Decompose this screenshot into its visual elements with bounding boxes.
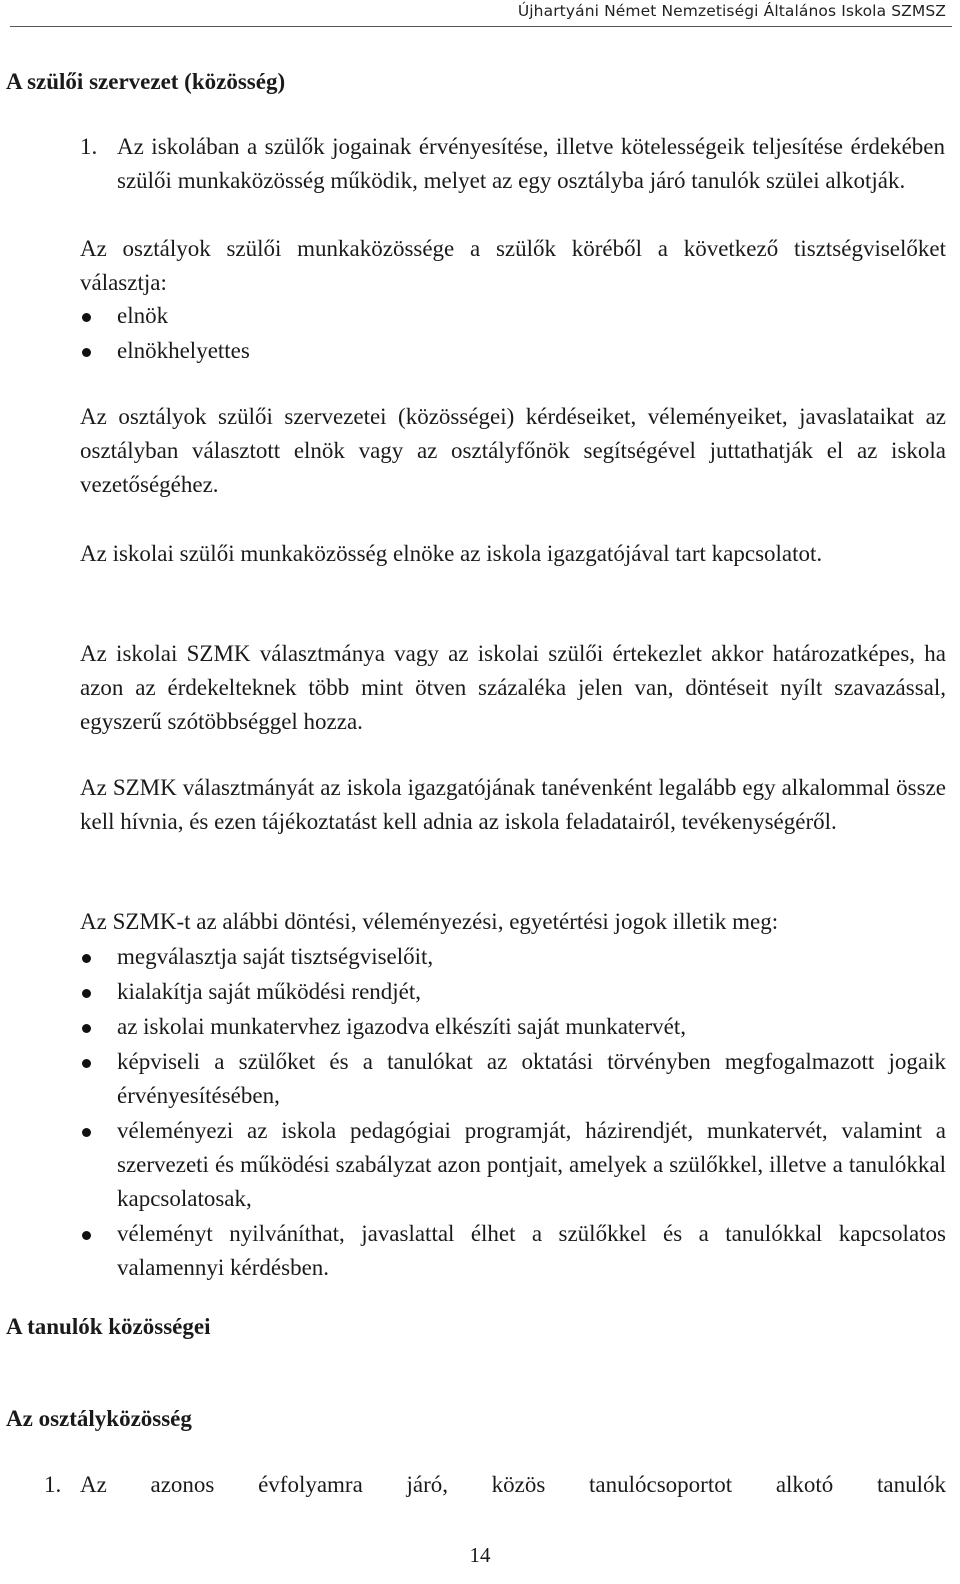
section-heading-class-community: Az osztályközösség: [6, 1406, 192, 1431]
paragraph-questions: Az osztályok szülői szervezetei (közösségei) kérdéseiket, véleményeiket, javaslataikat az osztályban választott elnök vagy az osztályfőnök segítségével juttathatják el az iskola vezetőségéhez.: [80, 404, 946, 497]
bullet-icon: [82, 1128, 91, 1137]
paragraph-quorum: Az iskolai SZMK választmánya vagy az iskolai szülői értekezlet akkor határozatképes, ha azon az érdekelteknek több mint ötven százaléka jelen van, döntéseit nyílt szavazással, egyszerű szótöbbséggel hozza.: [80, 641, 946, 734]
list-item: képviseli a szülőket és a tanulókat az oktatási törvényben megfogalmazott jogaik érvényesítésében,: [80, 1045, 946, 1113]
paragraph-class-community: Az azonos évfolyamra járó, közös tanulócsoportot alkotó tanulók: [80, 1472, 946, 1497]
bullet-icon: [82, 348, 91, 357]
bullet-icon: [82, 989, 91, 998]
list-number: 1.: [80, 134, 98, 159]
rights-list: [80, 940, 946, 1286]
section-heading-parent-organization: A szülői szervezet (közösség): [6, 69, 286, 94]
paragraph-meeting: Az SZMK választmányát az iskola igazgatójának tanévenként legalább egy alkalommal össze kell hívnia, és ezen tájékoztatást kell adnia az iskola feladatairól, tevékenységéről.: [80, 775, 946, 834]
paragraph-parent-rights: Az iskolában a szülők jogainak érvényesítése, illetve kötelességeik teljesítése érdekében szülői munkaközösség működik, melyet az egy osztályba járó tanulók szülei alkotják.: [117, 134, 945, 193]
list-item: megválasztja saját tisztségviselőit,: [80, 940, 946, 974]
paragraph-officers-intro: Az osztályok szülői munkaközössége a szülők köréből a következő tisztségviselőket választja:: [80, 236, 946, 295]
page-number: 14: [469, 1543, 491, 1567]
bullet-icon: [82, 313, 91, 322]
bullet-icon: [82, 954, 91, 963]
bullet-icon: [82, 1024, 91, 1033]
section-heading-student-communities: A tanulók közösségei: [6, 1314, 211, 1339]
officers-list: [80, 299, 954, 369]
paragraph-president: Az iskolai szülői munkaközösség elnöke az iskola igazgatójával tart kapcsolatot.: [80, 541, 823, 566]
list-item: elnökhelyettes: [80, 334, 954, 368]
list-item: kialakítja saját működési rendjét,: [80, 975, 946, 1009]
paragraph-rights-intro: Az SZMK-t az alábbi döntési, véleményezési, egyetértési jogok illetik meg:: [80, 909, 779, 934]
list-number: 1.: [44, 1472, 62, 1497]
bullet-icon: [82, 1059, 91, 1068]
header-divider: [10, 26, 952, 27]
list-item: az iskolai munkatervhez igazodva elkészíti saját munkatervét,: [80, 1010, 946, 1044]
list-item: véleményezi az iskola pedagógiai programját, házirendjét, munkatervét, valamint a szervezeti és működési szabályzat azon pontjait, amelyek a szülőkkel, illetve a tanulókkal kapcsolatosak,: [80, 1114, 946, 1216]
list-item: véleményt nyilváníthat, javaslattal élhet a szülőkkel és a tanulókkal kapcsolatos valamennyi kérdésben.: [80, 1217, 946, 1285]
document-header: Újhartyáni Német Nemzetiségi Általános Iskola SZMSZ: [517, 2, 946, 20]
list-item: elnök: [80, 299, 954, 333]
bullet-icon: [82, 1231, 91, 1240]
